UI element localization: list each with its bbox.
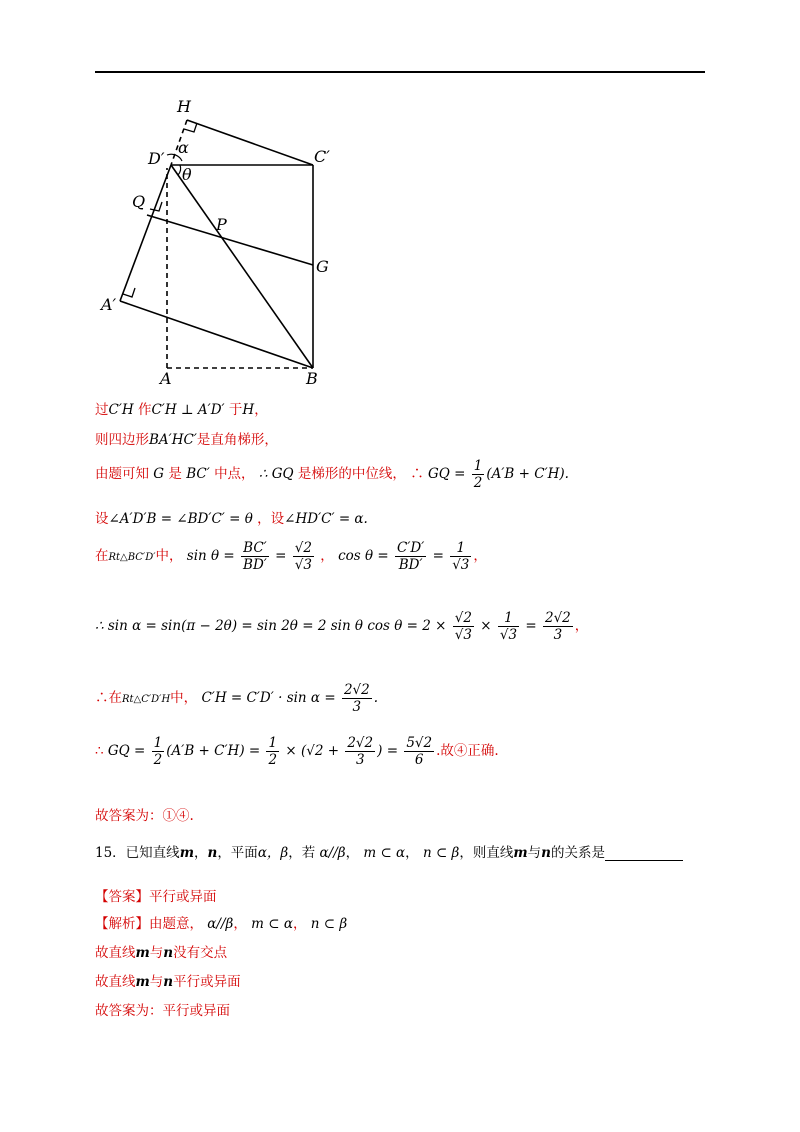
edge-qg: [147, 215, 313, 265]
label-h: H: [177, 97, 191, 116]
solution-line-4: 设∠A′D′B = ∠BD′C′ = θ ，设∠HD′C′ = α.: [95, 511, 368, 527]
geometry-figure: [95, 90, 355, 390]
solution-line-9: 故答案为：①④.: [95, 808, 194, 824]
analysis-step-3: 故答案为：平行或异面: [95, 1003, 230, 1019]
edge-ab: [120, 301, 313, 368]
label-c1: C′: [314, 147, 330, 166]
answer-blank: [605, 846, 683, 861]
edge-da: [120, 165, 171, 301]
solution-line-8: ∴ GQ = $\frac{1}{2}$ (A′B + C′H) = $\frac{1}{2}$ × (√2 + $\frac{2√2}{3}$ ) = $\frac{5√2}{6}$ .故④正确.: [95, 735, 499, 768]
label-theta: θ: [182, 165, 192, 184]
analysis-line: 【解析】由题意， α//β， m ⊂ α， n ⊂ β: [95, 916, 348, 932]
angle-theta-arc: [178, 165, 181, 175]
solution-line-2: 则四边形BA′HC′是直角梯形，: [95, 432, 278, 448]
edge-db: [171, 165, 313, 368]
analysis-step-2: 故直线m与n平行或异面: [95, 974, 241, 990]
label-b: B: [306, 369, 318, 388]
label-a1: A′: [101, 295, 117, 314]
solution-line-1: 过C′H 作C′H ⊥ A′D′ 于H，: [95, 402, 268, 418]
solution-line-5: 在Rt△BC′D′中， sin θ = $\frac{BC'}{BD'}$ = $\frac{√2}{√3}$ ， cos θ = $\frac{C'D'}{BD'}$ = $\frac{1}{√3}$ ，: [95, 540, 487, 573]
label-g: G: [316, 257, 329, 276]
label-q: Q: [132, 192, 146, 211]
analysis-step-1: 故直线m与n没有交点: [95, 945, 228, 961]
edge-hc: [187, 120, 313, 165]
label-p: P: [216, 215, 227, 234]
solution-line-3: 由题可知 G 是 BC′ 中点， ∴ GQ 是梯形的中位线， ∴ GQ = $\frac{1}{2}$ (A′B + C′H).: [95, 458, 569, 491]
answer-line: 【答案】平行或异面: [95, 889, 217, 905]
question-15: 15．已知直线m，n，平面α，β，若 α//β， m ⊂ α， n ⊂ β，则直线m与n的关系是: [95, 841, 683, 861]
solution-line-7: ∴在Rt△C′D′H中， C′H = C′D′ · sin α = $\frac{2√2}{3}$ .: [95, 682, 379, 715]
label-a: A: [160, 369, 172, 388]
label-d1: D′: [148, 149, 165, 168]
label-alpha: α: [178, 138, 189, 157]
solution-line-6: ∴ sin α = sin(π − 2θ) = sin 2θ = 2 sin θ cos θ = 2 × $\frac{√2}{√3}$ × $\frac{1}{√3}$ = $\frac{2√2}{3}$ ，: [95, 610, 589, 643]
header-rule: [95, 71, 705, 73]
